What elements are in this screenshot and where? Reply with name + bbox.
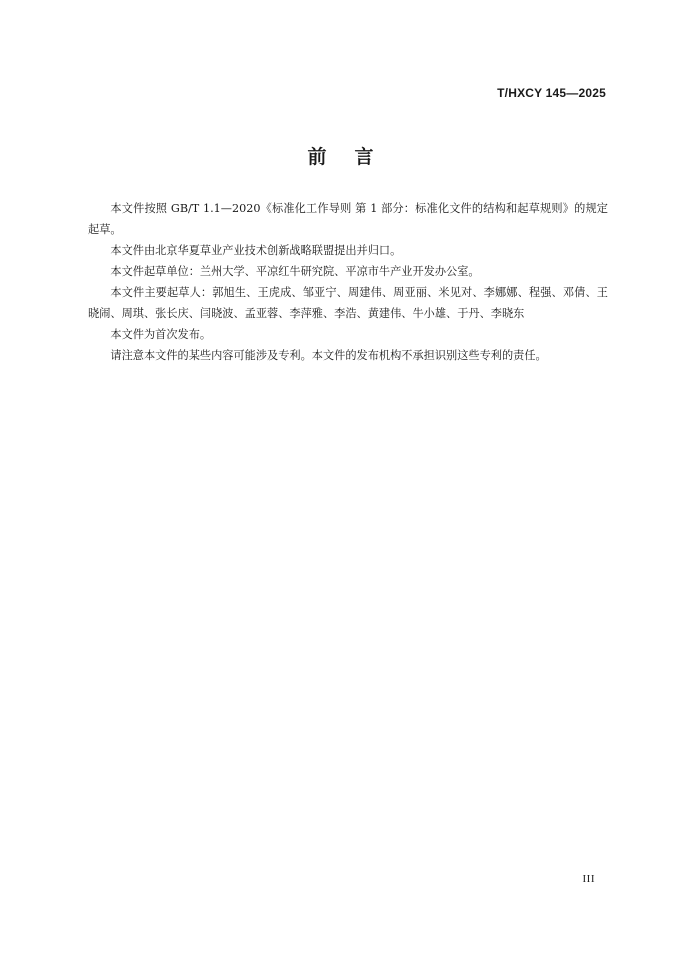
- paragraph-drafting-units: 本文件起草单位：兰州大学、平凉红牛研究院、平凉市牛产业开发办公室。: [110, 265, 480, 278]
- paragraph-patent-notice: 请注意本文件的某些内容可能涉及专利。本文件的发布机构不承担识别这些专利的责任。: [110, 349, 547, 362]
- paragraph-drafters: 本文件主要起草人：郭旭生、王虎成、邹亚宁、周建伟、周亚丽、米见对、李娜娜、程强、邓倩、王晓闹、周琪、张长庆、闫晓波、孟亚蓉、李萍雅、李浩、黄建伟、牛小雄、于丹、李晓东: [88, 286, 608, 320]
- page-title: 前言: [307, 146, 402, 168]
- paragraph-proposer: 本文件由北京华夏草业产业技术创新战略联盟提出并归口。: [110, 244, 402, 257]
- page-number: III: [582, 873, 595, 885]
- foreword-body: [88, 198, 608, 366]
- paragraph-drafting-rules: 本文件按照 GB/T 1.1—2020《标准化工作导则 第 1 部分：标准化文件的结构和起草规则》的规定起草。: [88, 202, 608, 236]
- document-code: T/HXCY 145—2025: [497, 86, 606, 100]
- paragraph-first-release: 本文件为首次发布。: [110, 328, 212, 341]
